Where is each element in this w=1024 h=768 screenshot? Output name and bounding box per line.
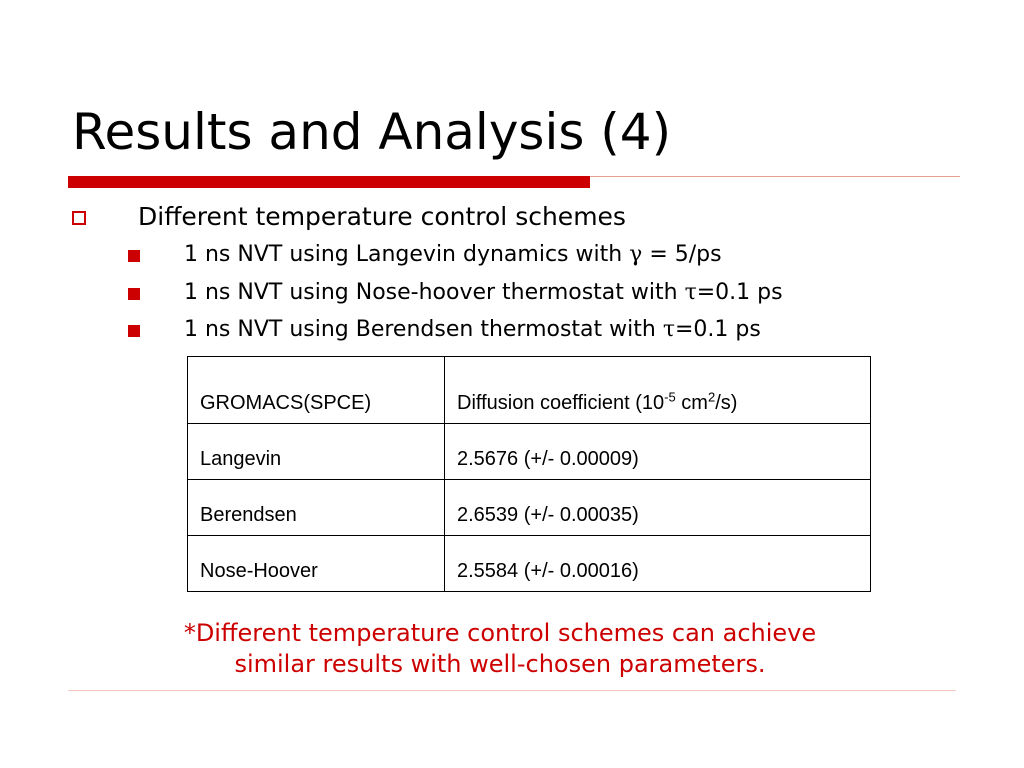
hollow-square-bullet-icon [72,211,86,225]
filled-square-bullet-icon [128,325,140,337]
scheme-cell: Nose-Hoover [188,536,445,592]
note-line-1: *Different temperature control schemes can achieve [183,619,817,647]
gamma-symbol: γ [629,242,643,267]
sub-bullet-text [184,242,722,267]
value-cell: 2.6539 (+/- 0.00035) [445,480,871,536]
tau-symbol: τ [684,280,697,305]
sub-bullet-prefix: 1 ns NVT using Nose-hoover thermostat with [184,280,685,305]
conclusion-note [100,618,900,680]
header-text-part: Diffusion coefficient (10 [457,392,665,414]
table-row [188,536,871,592]
main-bullet-text: Different temperature control schemes [138,202,626,231]
note-line-2: similar results with well-chosen parameters. [234,650,766,679]
diffusion-table [187,356,871,592]
sub-bullet-suffix: = 5/ps [642,242,722,267]
sub-bullet-prefix: 1 ns NVT using Berendsen thermostat with [184,317,663,342]
tau-symbol: τ [662,317,675,342]
header-text-part: /s) [715,392,738,414]
sub-bullet-prefix: 1 ns NVT using Langevin dynamics with [184,242,630,267]
footer-divider-line [68,690,956,691]
table-header-row [188,357,871,424]
header-text-part: cm [675,392,708,414]
scheme-cell: Berendsen [188,480,445,536]
exponent-superscript: -5 [664,389,676,405]
squared-superscript: 2 [707,389,716,405]
scheme-cell: Langevin [188,424,445,480]
value-cell: 2.5676 (+/- 0.00009) [445,424,871,480]
table-row [188,424,871,480]
sub-bullet-text [184,317,761,342]
filled-square-bullet-icon [128,288,140,300]
header-cell-diffusion [445,357,871,424]
value-cell: 2.5584 (+/- 0.00016) [445,536,871,592]
table-row [188,480,871,536]
header-cell-scheme: GROMACS(SPCE) [188,357,445,424]
slide-title: Results and Analysis (4) [72,103,672,161]
title-accent-bar [68,176,590,188]
filled-square-bullet-icon [128,250,140,262]
title-divider-line [590,176,960,177]
sub-bullet-text [184,280,783,305]
sub-bullet-suffix: =0.1 ps [696,280,783,305]
sub-bullet-suffix: =0.1 ps [675,317,761,342]
